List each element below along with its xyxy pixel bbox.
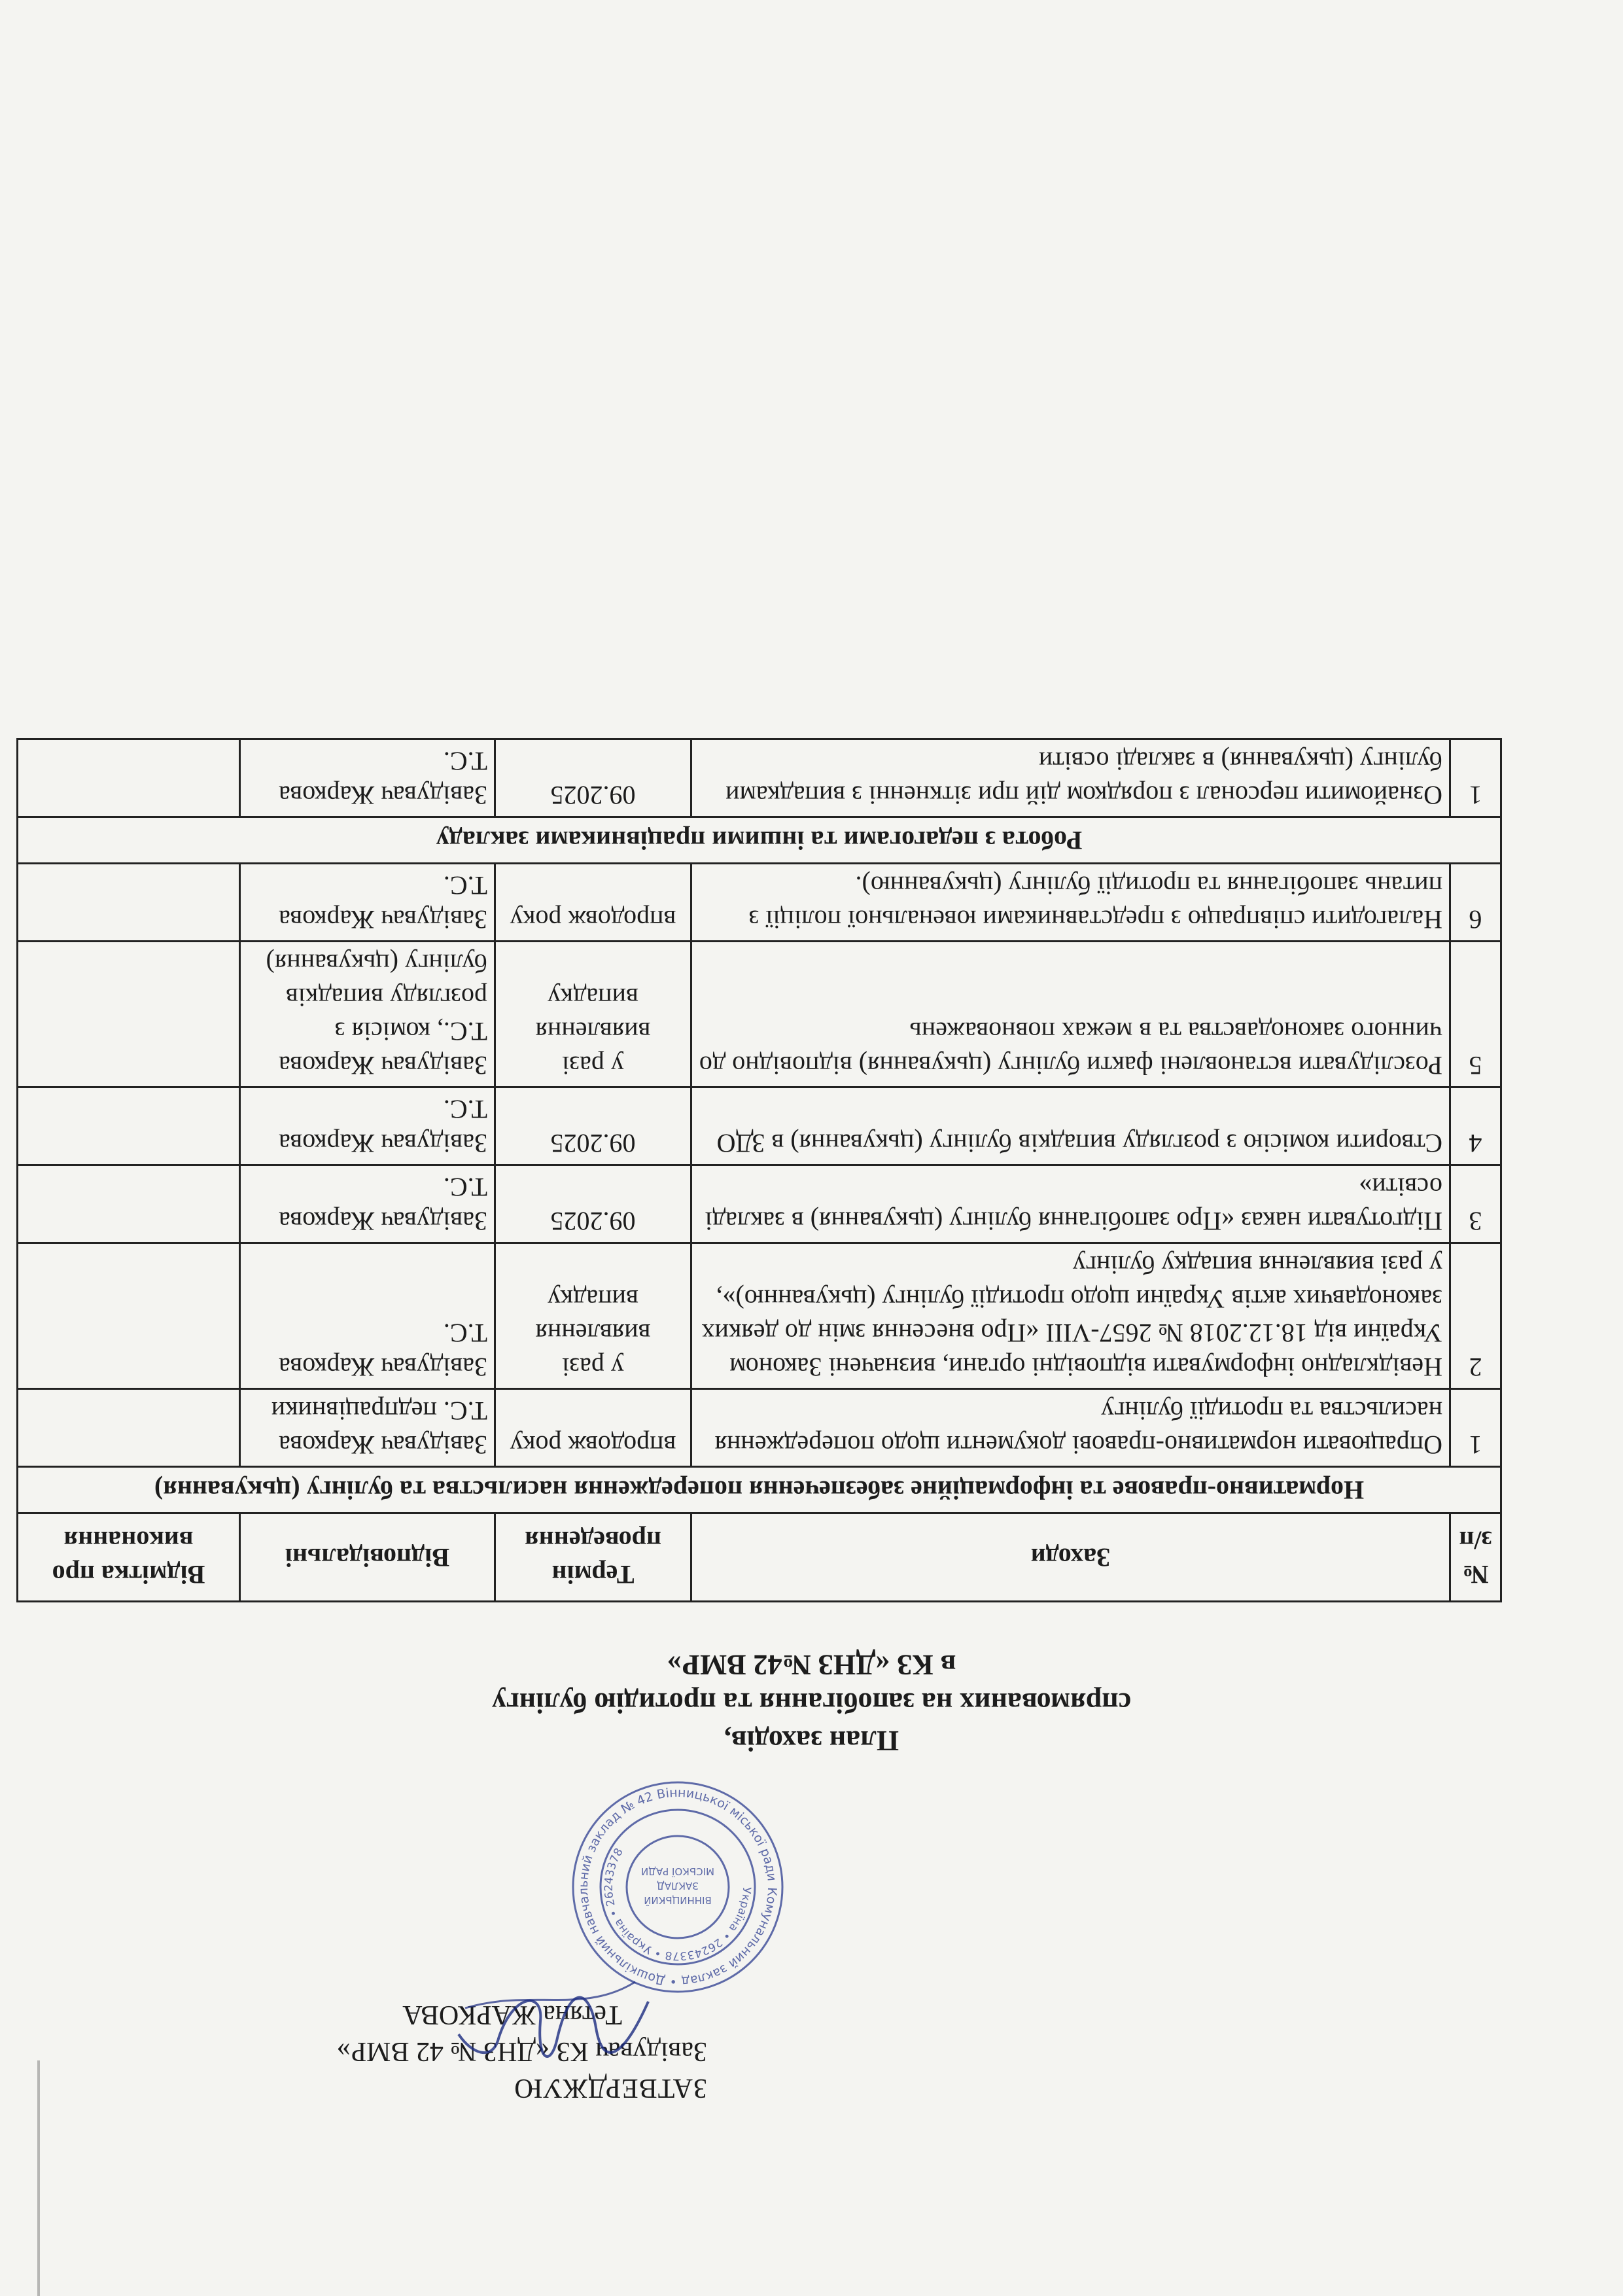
row-measure: Налагодити співпрацю з представниками ювенальної поліції з питань запобігання та протидії булінгу (цькуванню).	[691, 864, 1450, 942]
table-row	[18, 1389, 1501, 1467]
row-term: 09.2025	[495, 1087, 691, 1165]
row-term: 09.2025	[495, 739, 691, 817]
svg-text:ЗАКЛАД: ЗАКЛАД	[657, 1880, 699, 1892]
title-line-3: в КЗ «ДНЗ №42 ВМР»	[667, 1649, 956, 1681]
row-measure: Розслідувати встановлені факти булінгу (цькування) відповідно до чинного законодавства та в межах повноважень	[691, 942, 1450, 1087]
handwritten-signature	[445, 1962, 661, 2080]
row-term: у разі виявлення випадку	[495, 942, 691, 1087]
table-row	[18, 1243, 1501, 1389]
row-num: 3	[1450, 1165, 1501, 1243]
section-row	[18, 1467, 1501, 1513]
row-mark	[18, 942, 240, 1087]
table-row	[18, 1165, 1501, 1243]
row-num: 6	[1450, 864, 1501, 942]
row-num: 1	[1450, 739, 1501, 817]
row-responsible: Завідувач Жаркова Т.С.	[240, 1087, 495, 1165]
row-mark	[18, 1165, 240, 1243]
row-num: 5	[1450, 942, 1501, 1087]
row-responsible: Завідувач Жаркова Т.С., комісія з розгляду випадків булінгу (цькування)	[240, 942, 495, 1087]
table-row	[18, 1087, 1501, 1165]
approval-name: Тетяна ЖАРКОВА	[402, 2000, 622, 2030]
title-line-2: спрямованих на запобігання та протидію булінгу	[491, 1687, 1132, 1719]
table-row	[18, 739, 1501, 817]
row-measure: Опрацювати нормативно-правові документи щодо попередження насильства та протидії булінгу	[691, 1389, 1450, 1467]
row-responsible: Завідувач Жаркова Т.С. педпрацівники	[240, 1389, 495, 1467]
row-measure: Підготувати наказ «Про запобігання булінгу (цькування) в закладі освіти»	[691, 1165, 1450, 1243]
row-num: 1	[1450, 1389, 1501, 1467]
header-mark: Відмітка про виконання	[18, 1513, 240, 1602]
approval-position: Завідувач КЗ «ДНЗ № 42 ВМР»	[336, 2036, 707, 2066]
row-num: 2	[1450, 1243, 1501, 1389]
title-line-1: План заходів,	[724, 1725, 899, 1757]
scan-artifact-line	[37, 2060, 40, 2296]
row-measure: Невідкладно інформувати відповідні органи, визначені Законом України від 18.12.2018 № 2657-VIII «Про внесення змін до деяких законодавчих актів України щодо протидії булінгу (цькуванню)», у разі виявлення випадку булінгу	[691, 1243, 1450, 1389]
row-term: впродовж року	[495, 1389, 691, 1467]
row-responsible: Завідувач Жаркова Т.С.	[240, 864, 495, 942]
section-title: Нормативно-правове та інформаційне забезпечення попередження насильства та булінгу (цькування)	[18, 1467, 1501, 1513]
row-mark	[18, 1243, 240, 1389]
header-num: № з/п	[1450, 1513, 1501, 1602]
svg-text:Комунальний заклад • Дошкільни: Комунальний заклад • Дошкільний навчальний заклад № 42 Вінницької міської ради	[576, 1785, 780, 1989]
header-responsible: Відповідальні	[240, 1513, 495, 1602]
document-title	[0, 1646, 1623, 1759]
approval-heading: ЗАТВЕРДЖУЮ	[514, 2073, 707, 2103]
row-mark	[18, 1087, 240, 1165]
row-mark	[18, 864, 240, 942]
table-row	[18, 942, 1501, 1087]
section-title: Робота з педагогами та іншими працівниками закладу	[18, 817, 1501, 864]
row-term: у разі виявлення випадку	[495, 1243, 691, 1389]
table-header-row	[18, 1513, 1501, 1602]
row-num: 4	[1450, 1087, 1501, 1165]
row-responsible: Завідувач Жаркова Т.С.	[240, 1165, 495, 1243]
header-term: Термін проведення	[495, 1513, 691, 1602]
plan-table	[16, 738, 1502, 1602]
svg-text:ВІННИЦЬКИЙ: ВІННИЦЬКИЙ	[644, 1894, 712, 1906]
row-responsible: Завідувач Жаркова Т.С.	[240, 1243, 495, 1389]
table-row	[18, 864, 1501, 942]
row-measure: Ознайомити персонал з порядком дій при зіткненні з випадками булінгу (цькування) в закладі освіти	[691, 739, 1450, 817]
svg-text:Україна • 26243378 • Україна •: Україна • 26243378 • Україна • 26243378	[602, 1846, 754, 1963]
row-measure: Створити комісію з розгляду випадків булінгу (цькування) в ЗДО	[691, 1087, 1450, 1165]
section-row	[18, 817, 1501, 864]
row-term: 09.2025	[495, 1165, 691, 1243]
row-mark	[18, 739, 240, 817]
svg-text:МІСЬКОЇ РАДИ: МІСЬКОЇ РАДИ	[640, 1865, 715, 1877]
row-responsible: Завідувач Жаркова Т.С.	[240, 739, 495, 817]
row-mark	[18, 1389, 240, 1467]
header-measures: Заходи	[691, 1513, 1450, 1602]
row-term: впродовж року	[495, 864, 691, 942]
